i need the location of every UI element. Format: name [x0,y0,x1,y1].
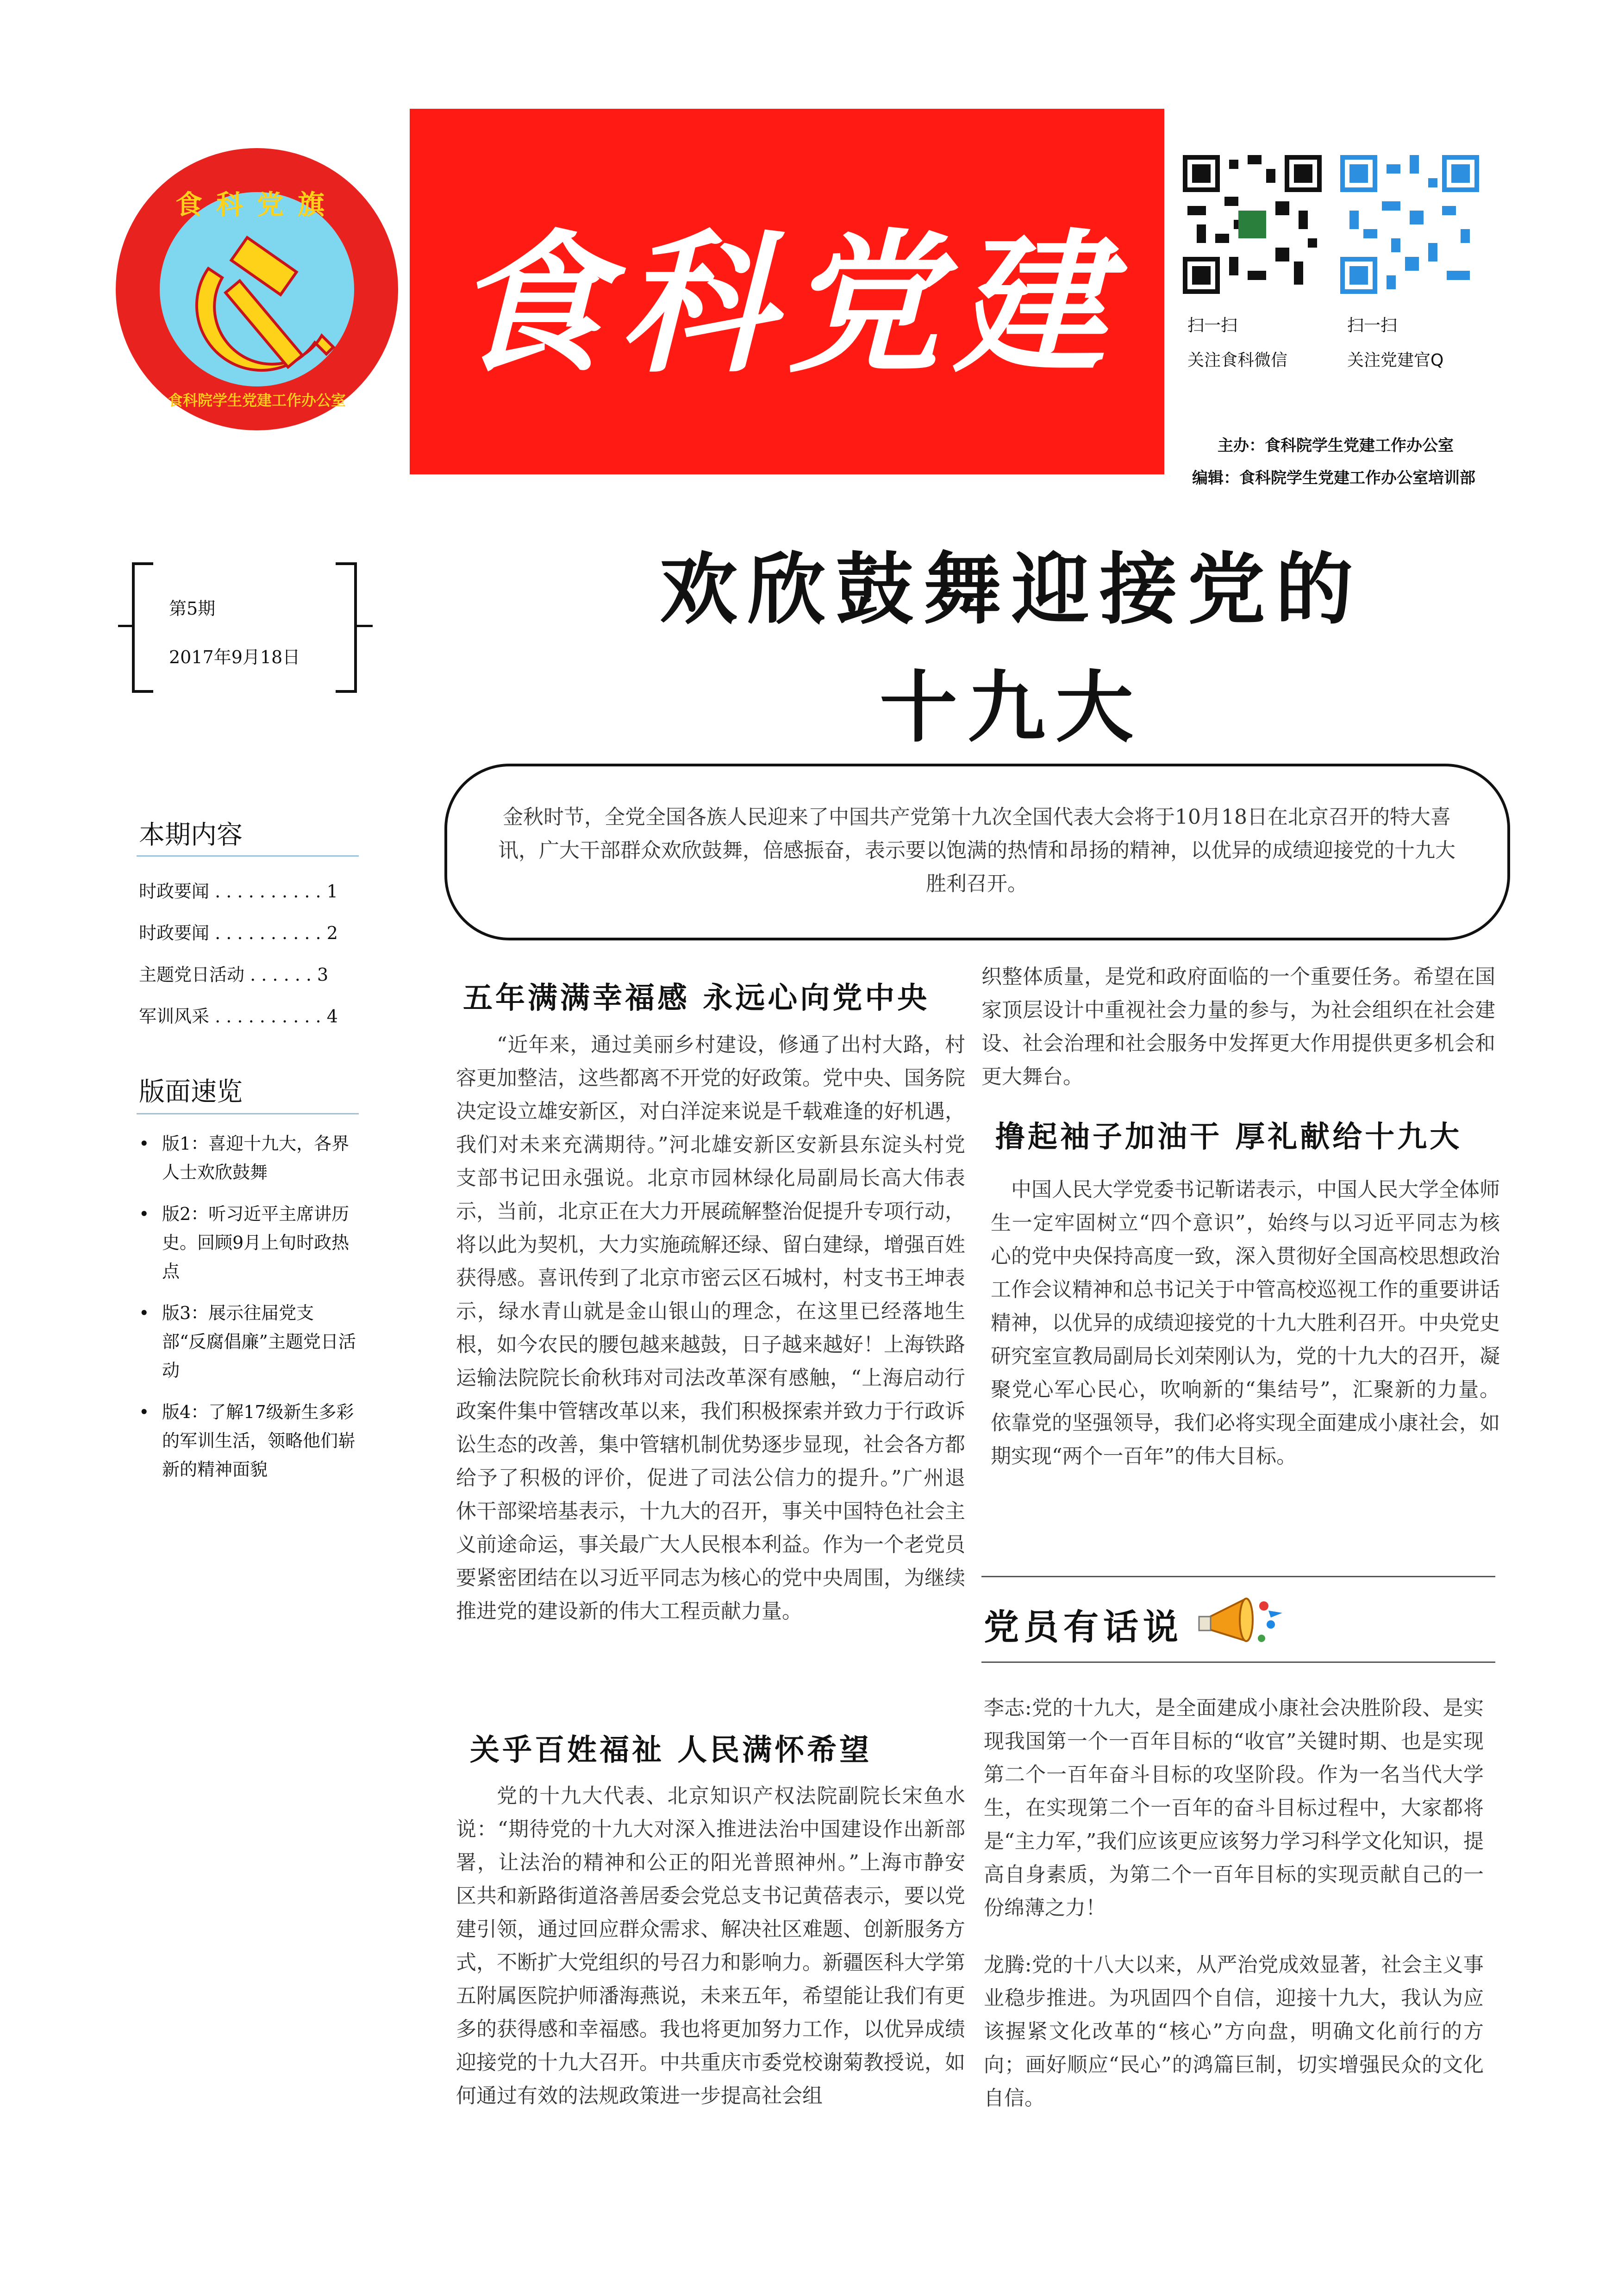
masthead-banner [410,109,1164,474]
qq-caption-1: 扫一扫 [1347,316,1398,335]
toc-item [139,960,352,986]
toc-item [139,1002,352,1027]
megaphone-icon [1194,1580,1287,1655]
list-item: • 版4：了解17级新生多彩的军训生活，领略他们崭新的精神面貌 [139,1398,356,1484]
overview-divider [137,1113,359,1114]
toc-item-label: 时政要闻 [139,881,210,902]
article2-title: 关乎百姓福祉 人民满怀希望 [470,1733,872,1767]
toc-item-page: 4 [326,1006,338,1027]
wechat-qr-code [1183,155,1322,294]
logo-top-text: 食科党旗 [175,189,338,220]
issue-bracket-tick-right [356,625,373,627]
article3-title: 撸起袖子加油干 厚礼献给十九大 [995,1120,1462,1154]
voices-title: 党员有话说 [984,1606,1183,1648]
wechat-caption-2: 关注食科微信 [1187,351,1288,370]
list-item: • 版2：听习近平主席讲历史。回顾9月上旬时政热点 [139,1200,356,1286]
toc-item-page: 3 [317,964,329,985]
logo-ring-text: 食科院学生党建工作办公室 [168,392,346,409]
voice-item: 龙腾:党的十八大以来，从严治党成效显著，社会主义事业稳步推进。为巩固四个自信，迎接十九大，我认为应该握紧文化改革的“核心”方向盘，明确文化前行的方向；画好顺应“民心”的鸿篇巨制，切实增强民众的文化自信。 [984,1953,1484,2110]
issue-bracket-tick-left [118,625,134,627]
toc-leader: . . . . . . . . . . [209,881,327,902]
headline-line-1: 欢欣鼓舞迎接党的 [660,543,1363,635]
issue-bracket-left [132,562,153,693]
issue-number: 第5期 [169,598,216,619]
list-item: • 版3：展示往届党支部“反腐倡廉”主题党日活动 [139,1299,356,1385]
toc-item-label: 主题党日活动 [139,964,245,985]
intro-text: 金秋时节，全党全国各族人民迎来了中国共产党第十九次全国代表大会将于10月18日在北京召开的特大喜讯，广大干部群众欢欣鼓舞，倍感振奋，表示要以饱满的热情和昂扬的精神，以优异的成绩迎接党的十九大胜利召开。 [498,805,1455,896]
article1-body: “近年来，通过美丽乡村建设，修通了出村大路，村容更加整洁，这些都离不开党的好政策。党中央、国务院决定设立雄安新区，对白洋淀来说是千载难逢的好机遇，我们对未来充满期待。”河北雄安新区安新县东淀头村党支部书记田永强说。北京市园林绿化局副局长高大伟表示，当前，北京正在大力开展疏解整治促提升专项行动，将以此为契机，大力实施疏解还绿、留白建绿，增强百姓获得感。喜讯传到了北京市密云区石城村，村支书王坤表示，绿水青山就是金山银山的理念，在这里已经落地生根，如今农民的腰包越来越鼓，日子越来越好！上海铁路运输法院院长俞秋玮对司法改革深有感触，“上海启动行政案件集中管辖改革以来，我们积极探索并致力于行政诉讼生态的改善，集中管辖机制优势逐步显现，社会各方都给予了积极的评价，促进了司法公信力的提升。”广州退休干部梁培基表示，十九大的召开，事关中国特色社会主义前途命运，事关最广大人民根本利益。作为一个老党员要紧密团结在以习近平同志为核心的党中央周围，为继续推进党的建设新的伟大工程贡献力量。 [456,1033,965,1623]
toc-title: 本期内容 [139,820,243,850]
voices-top-rule [981,1576,1495,1577]
party-logo [116,148,398,430]
toc-item-label: 时政要闻 [139,923,210,943]
issue-date: 2017年9月18日 [169,647,300,667]
article3-body: 中国人民大学党委书记靳诺表示，中国人民大学全体师生一定牢固树立“四个意识”，始终与以习近平同志为核心的党中央保持高度一致，深入贯彻好全国高校思想政治工作会议精神和总书记关于中管高校巡视工作的重要讲话精神，以优异的成绩迎接党的十九大胜利召开。中央党史研究室宣教局副局长刘荣刚认为，党的十九大的召开，凝聚党心军心民心，吹响新的“集结号”，汇聚新的力量。依靠党的坚强领导，我们必将实现全面建成小康社会，如期实现“两个一百年”的伟大目标。 [991,1178,1500,1468]
toc-item [139,919,352,944]
headline-line-2: 十九大 [880,661,1143,753]
qq-caption-2: 关注党建官Q [1347,351,1444,370]
editor-line: 编辑：食科院学生党建工作办公室培训部 [1192,469,1475,487]
article2-body: 党的十九大代表、北京知识产权法院副院长宋鱼水说：“期待党的十九大对深入推进法治中国建设作出新部署，让法治的精神和公正的阳光普照神州。”上海市静安区共和新路街道洛善居委会党总支书记黄蓓表示，要以党建引领，通过回应群众需求、解决社区难题、创新服务方式，不断扩大党组织的号召力和影响力。新疆医科大学第五附属医院护师潘海燕说，未来五年，希望能让我们有更多的获得感和幸福感。我也将更加努力工作，以优异成绩迎接党的十九大召开。中共重庆市委党校谢菊教授说，如何通过有效的法规政策进一步提高社会组 [456,1784,965,2108]
toc-item [139,877,352,902]
overview-title: 版面速览 [139,1077,243,1107]
toc-leader: . . . . . . . . . . [209,923,327,943]
article2-continued: 织整体质量，是党和政府面临的一个重要任务。希望在国家顶层设计中重视社会力量的参与，为社会组织在社会建设、社会治理和社会服务中发挥更大作用提供更多机会和更大舞台。 [981,965,1495,1089]
toc-item-page: 2 [326,923,338,943]
wechat-caption-1: 扫一扫 [1187,316,1238,335]
toc-divider [137,855,359,857]
voice-item: 李志:党的十九大，是全面建成小康社会决胜阶段、是实现我国第一个一百年目标的“收官”关键时期、也是实现第二个一百年奋斗目标的攻坚阶段。作为一名当代大学生，在实现第二个一百年的奋斗目标过程中，大家都将是“主力军，”我们应该更应该努力学习科学文化知识，提高自身素质，为第二个一百年目标的实现贡献自己的一份绵薄之力！ [984,1696,1484,1920]
article1-title: 五年满满幸福感 永远心向党中央 [463,981,930,1015]
qq-qr-code [1340,155,1479,294]
issue-bracket-right [336,562,357,693]
toc-leader: . . . . . . . . . . [209,1006,327,1027]
voices-bottom-rule [981,1661,1495,1663]
overview-list [139,1129,356,1497]
sponsor-line: 主办：食科院学生党建工作办公室 [1218,436,1454,455]
masthead-title: 食科党建 [454,214,1120,393]
list-item: • 版1：喜迎十九大，各界人士欢欣鼓舞 [139,1129,356,1187]
toc-leader: . . . . . . [244,964,318,985]
toc-item-page: 1 [326,881,338,902]
toc-item-label: 军训风采 [139,1006,210,1027]
